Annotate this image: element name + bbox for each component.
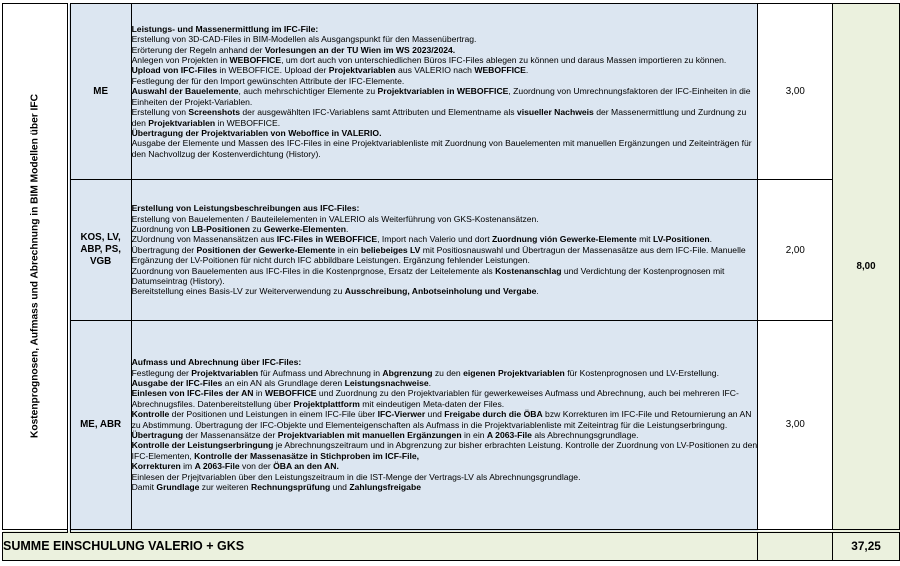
description-line bbox=[132, 76, 758, 86]
description-line bbox=[132, 409, 758, 440]
text-run: , um dort auch von unterschiedlichen Büros IFC-Files ablegen zu können und daraus Massen importieren zu können. bbox=[281, 55, 727, 66]
description-line bbox=[132, 128, 758, 138]
bold-text: Aufmass und Abrechnung über IFC-Files: bbox=[131, 357, 302, 368]
text-run: , Zuordnung von Umrechnungsfaktoren der IFC-Einheiten in die Einheiten der Projekt-Variablen. bbox=[131, 86, 751, 107]
row-description bbox=[131, 180, 758, 321]
text-run: . bbox=[536, 286, 539, 297]
bold-text: Positionen der Gewerke-Elemente bbox=[196, 244, 336, 255]
bold-text: IFC-Files in WEBOFFICE bbox=[276, 234, 378, 245]
bold-text: Freigabe durch die ÖBA bbox=[444, 409, 543, 420]
description-line bbox=[132, 55, 758, 65]
description-line bbox=[132, 214, 758, 224]
text-run: in WEBOFFICE. bbox=[215, 117, 281, 128]
row-hours: 3,00 bbox=[758, 321, 833, 531]
bold-text: Übertragung bbox=[131, 429, 184, 440]
training-table bbox=[2, 3, 900, 561]
text-run: Anlegen von Projekten in bbox=[131, 55, 230, 66]
description-line bbox=[132, 368, 758, 378]
text-run: Bereitstellung eines Basis-LV zur Weiterverwendung zu bbox=[131, 286, 345, 297]
text-run: und bbox=[425, 409, 445, 420]
text-run: in ein bbox=[335, 244, 361, 255]
description-line bbox=[132, 45, 758, 55]
bold-text: Leistungsnachweise bbox=[344, 377, 429, 388]
text-run: für Kostenprognosen und LV-Erstellung. bbox=[564, 367, 719, 378]
description-line bbox=[132, 388, 758, 409]
text-run: je Abrechnungszeitraum und in Abgrenzung zur bisher erbrachten Leistung. Kontrolle der Zuordnung von LV-Positionen zu den IFC-Elementen, bbox=[131, 440, 758, 461]
bold-text: Zahlungsfreigabe bbox=[349, 481, 421, 492]
description-line bbox=[132, 34, 758, 44]
text-run: und Verdichtung der Kostenprognosen mit Datumseintrag (History). bbox=[131, 265, 725, 287]
bold-text: Korrekturen bbox=[131, 461, 181, 472]
bold-text: LB-Positionen bbox=[191, 223, 251, 234]
description-line bbox=[132, 203, 758, 213]
description-line bbox=[132, 234, 758, 244]
description-line bbox=[132, 266, 758, 287]
bold-text: Ausgabe der IFC-Files bbox=[131, 377, 223, 388]
row-description bbox=[131, 321, 758, 531]
text-run: Erörterung der Regeln anhand der bbox=[131, 44, 265, 55]
bold-text: Übertragung der Projektvariablen von Weboffice in VALERIO. bbox=[131, 127, 382, 138]
description-line bbox=[132, 224, 758, 234]
summary-value: 37,25 bbox=[833, 531, 900, 561]
text-run: aus VALERIO nach bbox=[395, 65, 475, 76]
summary-row bbox=[3, 531, 900, 561]
text-run: mit eindeutigen Meta-daten der Files. bbox=[359, 398, 505, 409]
bold-text: Erstellung von Leistungsbeschreibungen aus IFC-Files: bbox=[131, 203, 360, 214]
bold-text: Vorlesungen an der TU Wien im WS 2023/2024. bbox=[264, 44, 456, 55]
description-line bbox=[132, 482, 758, 492]
description-line bbox=[132, 86, 758, 107]
text-run: Festlegung der bbox=[131, 367, 192, 378]
description-line bbox=[132, 138, 758, 159]
bold-text: Projektplattform bbox=[293, 398, 360, 409]
text-run: Zuordnung von bbox=[131, 223, 192, 234]
text-run: und Zuordnung zu den Projektvariablen für gewerkeweises Aufmass und Abrechnung, auch bei mehreren IFC-Abrechnugsfiles. Datenbereitstellung über bbox=[131, 388, 739, 409]
text-run: der Positionen und Leistungen in einem IFC-File über bbox=[169, 409, 378, 420]
description-line bbox=[132, 378, 758, 388]
bold-text: Leistungs- und Massenermittlung im IFC-File: bbox=[131, 23, 319, 34]
text-run: Übertragung der bbox=[131, 244, 197, 255]
text-run: für Aufmass und Abrechnung in bbox=[258, 367, 383, 378]
text-run: im bbox=[180, 461, 195, 472]
bold-text: IFC-Vierwer bbox=[377, 409, 426, 420]
bold-text: WEBOFFICE bbox=[264, 388, 317, 399]
row-description bbox=[131, 4, 758, 180]
bold-text: Kostenanschlag bbox=[495, 265, 562, 276]
text-run: Ausgabe der Elemente und Massen des IFC-Files in eine Projektvariablenliste mit Zuordnung von Bauelementen mit manuellen Ergänzungen und Zeiteinträgen für den Nachvollzug der Kostenverdichtung (History). bbox=[131, 138, 752, 159]
text-run: von der bbox=[239, 461, 274, 472]
bold-text: Projektvariablen bbox=[191, 367, 259, 378]
bold-text: Projektvariablen in WEBOFFICE bbox=[377, 86, 509, 97]
bold-text: WEBOFFICE bbox=[229, 55, 282, 66]
text-run: an ein AN als Grundlage deren bbox=[222, 377, 345, 388]
text-run: der Massenermittlung und Zurdnung zu den bbox=[131, 107, 747, 128]
bold-text: Auswahl der Bauelemente bbox=[131, 86, 239, 97]
section-title-cell bbox=[3, 4, 69, 531]
row-code: ME, ABR bbox=[69, 321, 131, 531]
bold-text: Rechnungsprüfung bbox=[250, 481, 331, 492]
bold-text: Abgrenzung bbox=[382, 367, 433, 378]
description-line bbox=[132, 107, 758, 128]
text-run: Erstellung von 3D-CAD-Files in BIM-Modellen als Ausgangspunkt für den Massenübertrag. bbox=[131, 34, 477, 45]
bold-text: Kontrolle bbox=[131, 409, 170, 420]
text-run: Festlegung der für den Import gewünschten Attribute der IFC-Elemente. bbox=[131, 75, 405, 86]
bold-text: Projektvariablen bbox=[148, 117, 216, 128]
bold-text: Projektvariablen bbox=[328, 65, 396, 76]
text-run: zur weiteren bbox=[199, 481, 251, 492]
bold-text: Einlesen von IFC-Files der AN bbox=[131, 388, 254, 399]
description-line bbox=[132, 245, 758, 266]
bold-text: Grundlage bbox=[156, 481, 200, 492]
bold-text: ÖBA an den AN. bbox=[273, 461, 339, 472]
bold-text: Gewerke-Elementen bbox=[263, 223, 347, 234]
text-run: mit Positiosnauswahl und Übertragun der Massenasätze aus dem IFC-File. Manuelle Ergänzung der LV-Poitionen für nicht durch IFC abbildbare Leistungen. Ergänzung fehlender Leistungen. bbox=[131, 244, 746, 266]
description-line bbox=[132, 440, 758, 461]
bold-text: Zuordnung vión Gewerke-Elemente bbox=[492, 234, 637, 245]
text-run: . bbox=[428, 377, 432, 388]
text-run: und bbox=[330, 481, 350, 492]
text-run: . bbox=[709, 234, 712, 245]
section-total: 8,00 bbox=[833, 4, 900, 531]
text-run: Erstellung von bbox=[131, 107, 189, 118]
text-run: der Massenansätze der bbox=[183, 429, 278, 440]
text-run: der ausgewählten IFC-Variablens samt Attributen und Elementname als bbox=[240, 107, 517, 118]
row-code: KOS, LV, ABP, PS, VGB bbox=[69, 180, 131, 321]
summary-label: SUMME EINSCHULUNG VALERIO + GKS bbox=[3, 531, 758, 561]
bold-text: WEBOFFICE bbox=[474, 65, 526, 76]
text-run: Erstellung von Bauelementen / Bauteilelementen in VALERIO als Weiterführung von GKS-Kostenansätzen. bbox=[131, 213, 539, 224]
text-run: mit bbox=[636, 234, 653, 245]
bold-text: Ausschreibung, Anbotseinholung und Vergabe bbox=[344, 286, 537, 297]
text-run: , auch mehrschichtiger Elemente zu bbox=[238, 86, 378, 97]
table-row bbox=[3, 321, 900, 531]
row-hours: 3,00 bbox=[758, 4, 833, 180]
text-run: zu den bbox=[432, 367, 464, 378]
text-run: als Abrechnungsgrundlage. bbox=[531, 429, 639, 440]
summary-spacer bbox=[758, 531, 833, 561]
bold-text: LV-Positionen bbox=[652, 234, 710, 245]
description-line bbox=[132, 472, 758, 482]
text-run: ZUordnung von Massenansätzen aus bbox=[131, 234, 277, 245]
bold-text: Kontrolle der Massenasätze in Stichproben im ICF-File, bbox=[194, 450, 420, 461]
row-hours: 2,00 bbox=[758, 180, 833, 321]
text-run: in bbox=[253, 388, 265, 399]
text-run: in ein bbox=[461, 429, 487, 440]
bold-text: visueller Nachweis bbox=[516, 107, 594, 118]
bold-text: beliebeiges LV bbox=[360, 244, 421, 255]
text-run: . bbox=[346, 223, 349, 234]
bold-text: Kontrolle der Leistungserbringung bbox=[131, 440, 274, 451]
description-line bbox=[132, 357, 758, 367]
description-line bbox=[132, 461, 758, 471]
bold-text: eigenen Projektvariablen bbox=[463, 367, 565, 378]
text-run: zu bbox=[250, 223, 264, 234]
bold-text: Upload von IFC-Files bbox=[131, 65, 218, 76]
description-line bbox=[132, 24, 758, 34]
text-run: , Import nach Valerio und dort bbox=[377, 234, 493, 245]
table-row bbox=[3, 4, 900, 180]
row-code: ME bbox=[69, 4, 131, 180]
text-run: Damit bbox=[131, 481, 157, 492]
description-line bbox=[132, 65, 758, 75]
bold-text: A 2063-File bbox=[194, 461, 240, 472]
text-run: in WEBOFFICE. Upload der bbox=[217, 65, 329, 76]
section-title: Kostenprognosen, Aufmass und Abrechnung in BIM Modellen über IFC bbox=[29, 94, 41, 439]
text-run: . bbox=[525, 65, 529, 76]
text-run: bzw Korrekturen im IFC-File und Retournierung an AN zu Abstimmung. Übertragung der IFC-Objekte und Elementeigenschaften als Aufmass in die Projektvariablenliste mit Zeiteintrag für die Leistungserbringung. bbox=[131, 409, 752, 430]
bold-text: Projektvariablen mit manuellen Ergänzungen bbox=[277, 429, 462, 440]
description-line bbox=[132, 286, 758, 296]
bold-text: A 2063-File bbox=[486, 429, 532, 440]
text-run: Einlesen der Prjejtvariablen über den Leistungszeitraum in die IST-Menge der Vertrags-LV als Abrechnungsgrundlage. bbox=[131, 471, 581, 482]
bold-text: Screenshots bbox=[188, 107, 241, 118]
text-run: Zuordnung von Bauelementen aus IFC-Files in die Kostenprgnose, Ersatz der Leitelemente als bbox=[131, 265, 496, 276]
table-row bbox=[3, 180, 900, 321]
